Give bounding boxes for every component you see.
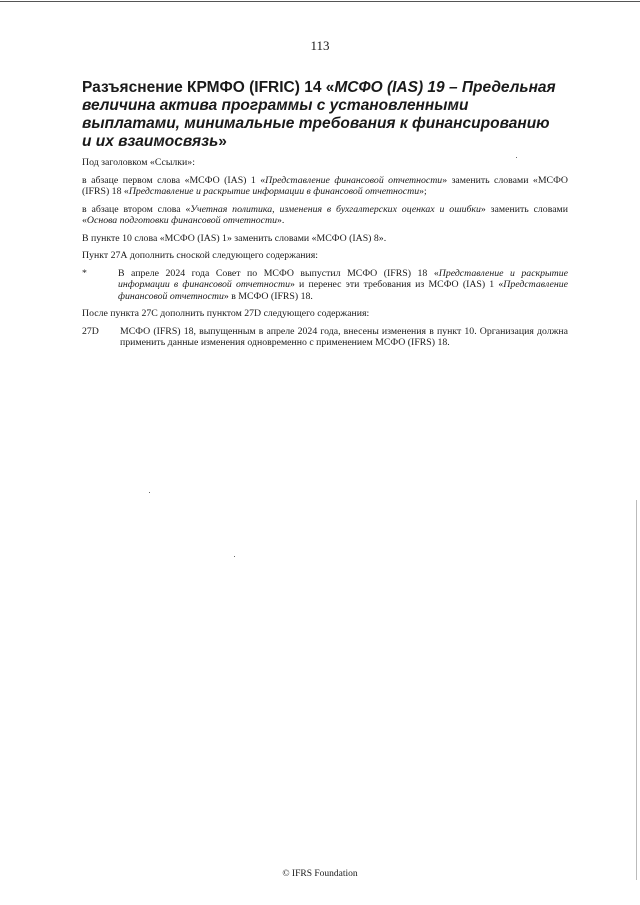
- italic-run: Представление и раскрытие информации в финансовой отчетности: [128, 186, 420, 197]
- right-edge-line: [636, 500, 637, 880]
- document-title: [82, 79, 562, 151]
- scan-speck: [149, 492, 150, 493]
- footnote-text: [118, 268, 568, 303]
- italic-run: Учетная политика, изменения в бухгалтерских оценках и ошибки: [190, 203, 481, 215]
- paragraph-27a-intro: Пункт 27А дополнить сноской следующего содержания:: [82, 250, 319, 261]
- italic-run: Представление финансовой отчетности: [118, 279, 568, 302]
- italic-run: Основа подготовки финансовой отчетности: [86, 215, 277, 226]
- text-run: ».: [277, 215, 285, 226]
- page-number: 113: [310, 38, 330, 53]
- paragraph-refs-second: [82, 204, 568, 227]
- scan-speck: [234, 556, 235, 557]
- text-run: в абзаце втором слова «: [82, 203, 191, 215]
- text-run: В апреле 2024 года Совет по МСФО выпустил МСФО (IFRS) 18 «: [118, 267, 439, 279]
- paragraph-27d: [82, 326, 568, 349]
- italic-run: Представление и раскрытие информации в финансовой отчетности: [118, 267, 568, 290]
- document-body: [82, 157, 568, 355]
- paragraph-text: МСФО (IFRS) 18, выпущенным в апреле 2024 года, внесены изменения в пункт 10. Организация должна применить данные изменения одновременно с применением МСФО (IFRS) 18.: [120, 325, 568, 348]
- footnote-marker: *: [82, 267, 87, 279]
- footnote: [82, 268, 568, 303]
- text-run: » и перенес эти требования из МСФО (IAS) 1 «: [289, 279, 504, 290]
- text-run: » заменить словами «: [82, 203, 568, 226]
- scan-speck: [516, 157, 517, 158]
- italic-run: Представление финансовой отчетности: [265, 174, 443, 186]
- paragraph-refs-first: [82, 175, 568, 198]
- title-part1: Разъяснение КРМФО (IFRIC) 14 «: [82, 79, 335, 96]
- title-part2: »: [218, 133, 227, 150]
- text-run: в абзаце первом слова «МСФО (IAS) 1 «: [82, 174, 266, 186]
- paragraph-point10: В пункте 10 слова «МСФО (IAS) 1» заменить словами «МСФО (IAS) 8».: [82, 232, 387, 244]
- text-run: » заменить словами «МСФО (IFRS) 18 «: [82, 174, 568, 197]
- copyright-footer: © IFRS Foundation: [282, 869, 358, 879]
- paragraph-number: 27D: [82, 325, 99, 337]
- title-italic: МСФО (IAS) 19 – Предельная величина актива программы с установленными выплатами, минимальные требования к финансированию и их взаимосвязь: [82, 79, 556, 150]
- text-run: » в МСФО (IFRS) 18.: [223, 290, 313, 302]
- text-run: »;: [419, 186, 427, 197]
- references-heading: Под заголовком «Ссылки»:: [82, 157, 195, 168]
- paragraph-27d-intro: После пункта 27С дополнить пунктом 27D следующего содержания:: [82, 308, 370, 319]
- top-border-line: [0, 1, 640, 2]
